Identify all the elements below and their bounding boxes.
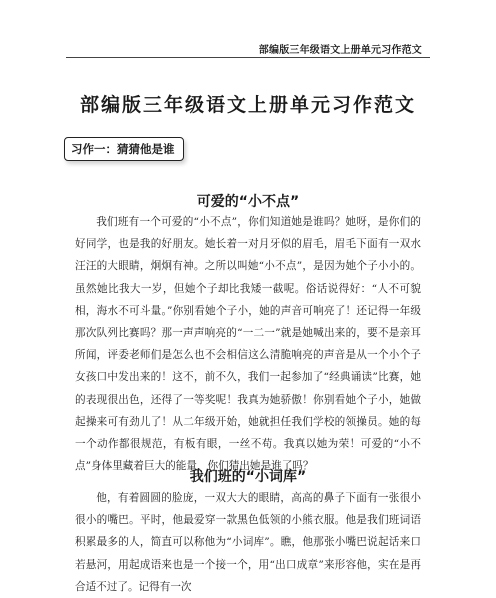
essay-body: 他，有着圆圆的脸庞，一双大大的眼睛，高高的鼻子下面有一张很小很小的嘴巴。平时，他最爱穿一款黑色低领的小熊衣服。他是我们班词语积累最多的人，简直可以称他为“小词库”。瞧，他那张小嘴巴说起话来口若悬河，用起成语来也是一个接一个，用“出口成章”来形容他，实在是再合适不过了。记得有一次 (75, 492, 421, 593)
essay-title: 可爱的“小不点” (196, 194, 300, 210)
running-header: 部编版三年级语文上册单元习作范文 (258, 45, 422, 56)
essay-body: 我们班有一个可爱的“小不点”，你们知道她是谁吗？她呀，是你们的好同学，也是我的好朋友。她长着一对月牙似的眉毛，眉毛下面有一双水汪汪的大眼睛，炯炯有神。之所以叫她“小不点”，是因为她个子小小的。虽然她比我大一岁，但她个子却比我矮一截呢。俗话说得好：“人不可貌相，海水不可斗量。”你别看她个子小，她的声音可响亮了！还记得一年级那次队列比赛吗？那一声声响亮的“一二一”就是她喊出来的，要不是亲耳所闻，评委老师们是怎么也不会相信这么清脆响亮的声音是从一个小个子女孩口中发出来的！这不，前不久，我们一起参加了“经典诵读”比赛，她的表现很出色，还得了一等奖呢！我真为她骄傲！你别看她个子小，她做起操来可有劲儿了！从二年级开始，她就担任我们学校的领操员。她的每一个动作都很规范，有板有眼，一丝不苟。我真以她为荣！可爱的“小不点”身体里藏着巨大的能量，你们猜出她是谁了吗？ (75, 216, 421, 473)
essay-title: 我们班的“小词库” (189, 469, 307, 485)
section-label: 习作一：猜猜他是谁 (64, 137, 184, 161)
header-divider (66, 57, 430, 58)
document-title: 部编版三年级语文上册单元习作范文 (79, 94, 416, 116)
